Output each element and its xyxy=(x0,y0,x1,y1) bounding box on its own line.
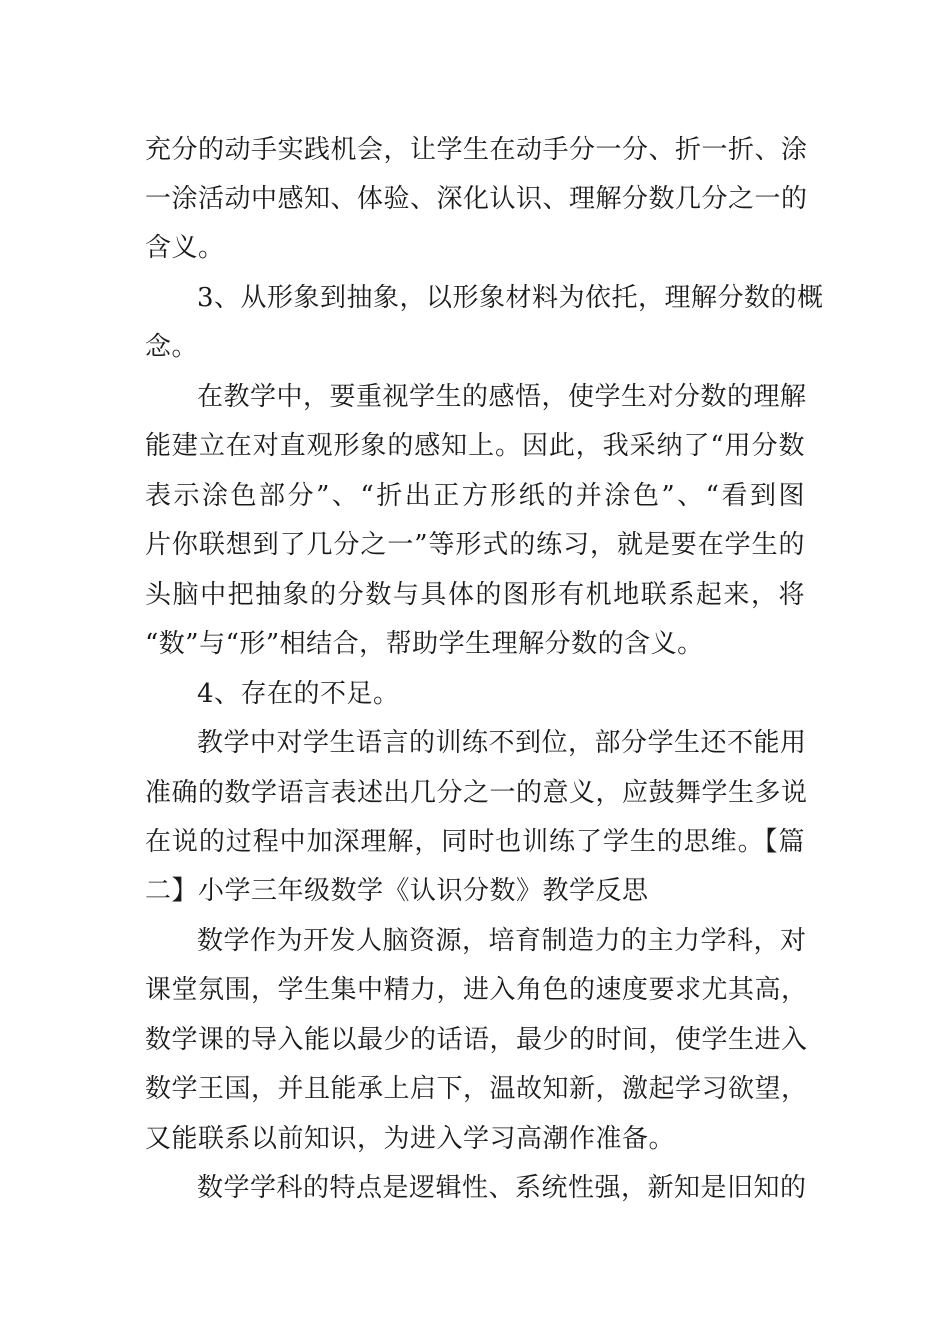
text-line: 教学中对学生语言的训练不到位，部分学生还不能用 xyxy=(197,728,807,758)
text-line: “数”与“形”相结合，帮助学生理解分数的含义。 xyxy=(145,629,704,659)
text-line: 二】小学三年级数学《认识分数》教学反思 xyxy=(145,876,649,906)
text-line: 在教学中，要重视学生的感悟，使学生对分数的理解 xyxy=(197,382,807,412)
text-line: 3、从形象到抽象，以形象材料为依托，理解分数的概 xyxy=(197,283,824,313)
text-line: 在说的过程中加深理解，同时也训练了学生的思维。【篇 xyxy=(145,827,805,857)
text-line: 数学作为开发人脑资源，培育制造力的主力学科，对 xyxy=(197,926,807,956)
text-line: 含义。 xyxy=(145,233,225,263)
text-line: 片你联想到了几分之一”等形式的练习，就是要在学生的 xyxy=(145,530,805,560)
text-line: 数学王国，并且能承上启下，温故知新，激起学习欲望， xyxy=(145,1074,808,1104)
text-line: 课堂氛围，学生集中精力，进入角色的速度要求尤其高， xyxy=(145,975,808,1005)
text-line: 头脑中把抽象的分数与具体的图形有机地联系起来，将 xyxy=(145,580,805,610)
text-line: 表示涂色部分”、“折出正方形纸的并涂色”、“看到图 xyxy=(145,481,805,511)
text-line: 数学课的导入能以最少的话语，最少的时间，使学生进入 xyxy=(145,1025,808,1055)
text-line: 4、存在的不足。 xyxy=(197,679,400,709)
text-line: 一涂活动中感知、体验、深化认识、理解分数几分之一的 xyxy=(145,184,808,214)
text-line: 能建立在对直观形象的感知上。因此，我采纳了“用分数 xyxy=(145,431,805,461)
text-line: 念。 xyxy=(145,332,199,362)
text-line: 充分的动手实践机会，让学生在动手分一分、折一折、涂 xyxy=(145,135,808,165)
text-line: 数学学科的特点是逻辑性、系统性强，新知是旧知的 xyxy=(197,1173,807,1203)
text-line: 又能联系以前知识，为进入学习高潮作准备。 xyxy=(145,1124,676,1154)
text-line: 准确的数学语言表述出几分之一的意义，应鼓舞学生多说 xyxy=(145,778,808,808)
